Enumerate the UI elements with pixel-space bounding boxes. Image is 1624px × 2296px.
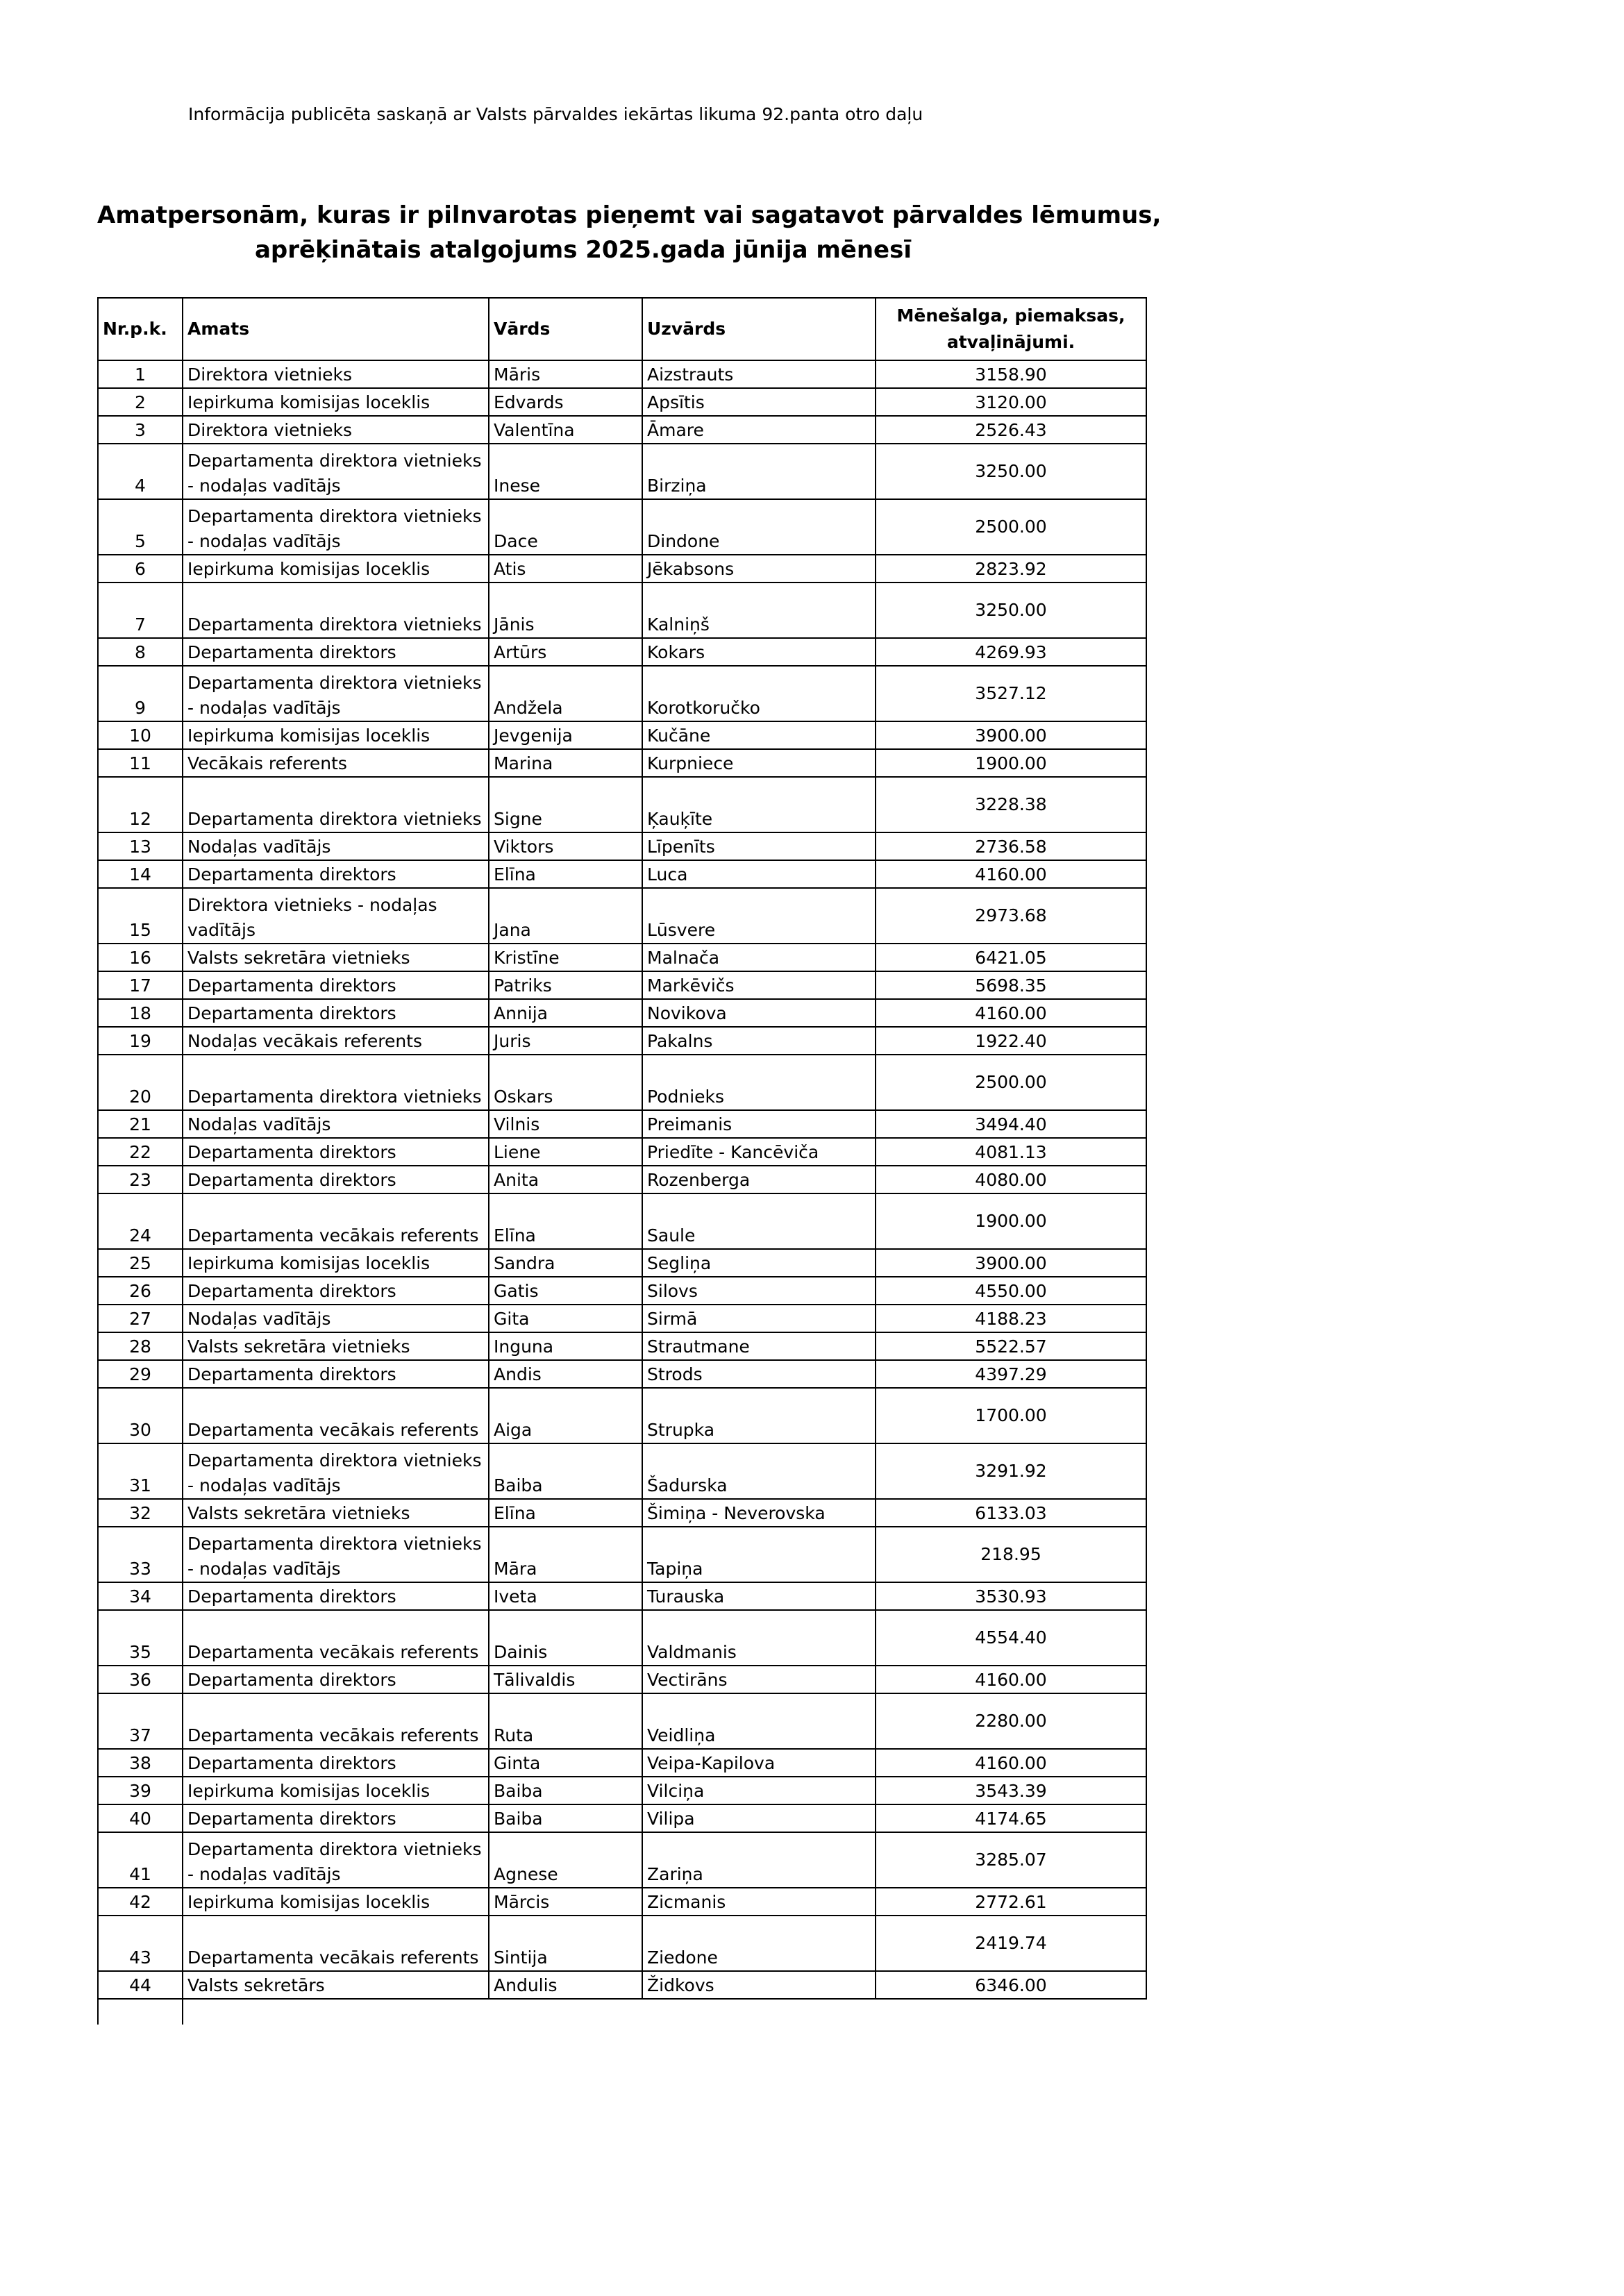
row-number: 14 <box>98 860 183 888</box>
row-name: Baiba <box>489 1804 642 1832</box>
row-name: Ruta <box>489 1693 642 1749</box>
table-row <box>98 1499 1146 1527</box>
row-surname: Šimiņa - Neverovska <box>642 1499 876 1527</box>
row-role: Valsts sekretāra vietnieks <box>183 1332 489 1360</box>
row-name: Tālivaldis <box>489 1666 642 1693</box>
header-note: Informācija publicēta saskaņā ar Valsts pārvaldes iekārtas likuma 92.panta otro daļu <box>188 104 923 124</box>
table-row <box>98 444 1146 499</box>
row-name: Oskars <box>489 1055 642 1110</box>
row-name: Jevgenija <box>489 721 642 749</box>
row-number: 19 <box>98 1027 183 1055</box>
row-surname: Pakalns <box>642 1027 876 1055</box>
document-title-line-1: Amatpersonām, kuras ir pilnvarotas pieņemt vai sagatavot pārvaldes lēmumus, <box>97 201 1162 229</box>
row-role: Departamenta vecākais referents <box>183 1388 489 1443</box>
row-surname: Vilipa <box>642 1804 876 1832</box>
row-role: Departamenta vecākais referents <box>183 1693 489 1749</box>
table-row <box>98 1332 1146 1360</box>
row-amount: 3250.00 <box>876 444 1146 499</box>
row-amount: 3494.40 <box>876 1110 1146 1138</box>
row-surname: Dindone <box>642 499 876 555</box>
row-surname: Zariņa <box>642 1832 876 1888</box>
row-name: Dace <box>489 499 642 555</box>
row-number: 22 <box>98 1138 183 1166</box>
row-role: Departamenta direktora vietnieks - nodaļas vadītājs <box>183 1832 489 1888</box>
table-row <box>98 971 1146 999</box>
row-amount: 4160.00 <box>876 1666 1146 1693</box>
row-role: Departamenta direktors <box>183 1166 489 1193</box>
row-surname: Apsītis <box>642 388 876 416</box>
row-name: Edvards <box>489 388 642 416</box>
row-surname: Rozenberga <box>642 1166 876 1193</box>
row-amount: 6133.03 <box>876 1499 1146 1527</box>
row-surname: Līpenīts <box>642 832 876 860</box>
row-name: Artūrs <box>489 638 642 666</box>
row-name: Māra <box>489 1527 642 1582</box>
row-number: 10 <box>98 721 183 749</box>
row-role: Departamenta direktora vietnieks - nodaļas vadītājs <box>183 1443 489 1499</box>
row-role: Iepirkuma komisijas loceklis <box>183 555 489 583</box>
row-number: 7 <box>98 583 183 638</box>
table-row <box>98 1305 1146 1332</box>
row-surname: Sirmā <box>642 1305 876 1332</box>
row-number: 6 <box>98 555 183 583</box>
row-amount: 2736.58 <box>876 832 1146 860</box>
row-number: 17 <box>98 971 183 999</box>
table-row <box>98 777 1146 832</box>
row-number: 9 <box>98 666 183 721</box>
row-name: Ginta <box>489 1749 642 1777</box>
row-name: Inese <box>489 444 642 499</box>
table-row <box>98 999 1146 1027</box>
row-number: 30 <box>98 1388 183 1443</box>
row-number: 8 <box>98 638 183 666</box>
row-number: 3 <box>98 416 183 444</box>
row-role: Nodaļas vadītājs <box>183 832 489 860</box>
row-number: 34 <box>98 1582 183 1610</box>
table-row <box>98 1166 1146 1193</box>
row-name: Valentīna <box>489 416 642 444</box>
document-title-line-2: aprēķinātais atalgojums 2025.gada jūnija mēnesī <box>254 236 912 264</box>
row-name: Andžela <box>489 666 642 721</box>
row-number: 36 <box>98 1666 183 1693</box>
row-amount: 3543.39 <box>876 1777 1146 1804</box>
table-row <box>98 1804 1146 1832</box>
table-row <box>98 1916 1146 1971</box>
row-amount: 2823.92 <box>876 555 1146 583</box>
row-name: Signe <box>489 777 642 832</box>
row-role: Valsts sekretāra vietnieks <box>183 944 489 971</box>
table-row <box>98 1138 1146 1166</box>
table-row <box>98 1971 1146 1999</box>
row-role: Direktora vietnieks <box>183 416 489 444</box>
row-role: Nodaļas vadītājs <box>183 1110 489 1138</box>
table-row <box>98 1443 1146 1499</box>
row-name: Sandra <box>489 1249 642 1277</box>
row-role: Departamenta direktors <box>183 860 489 888</box>
row-role: Departamenta vecākais referents <box>183 1193 489 1249</box>
row-amount: 1900.00 <box>876 749 1146 777</box>
row-name: Baiba <box>489 1443 642 1499</box>
row-number: 15 <box>98 888 183 944</box>
empty-cell <box>183 1999 489 2025</box>
row-surname: Jēkabsons <box>642 555 876 583</box>
table-row <box>98 1027 1146 1055</box>
row-amount: 4269.93 <box>876 638 1146 666</box>
row-name: Anita <box>489 1166 642 1193</box>
table-row <box>98 360 1146 388</box>
row-surname: Preimanis <box>642 1110 876 1138</box>
empty-row <box>98 1999 1146 2025</box>
row-amount: 3900.00 <box>876 721 1146 749</box>
table-row <box>98 638 1146 666</box>
row-amount: 5522.57 <box>876 1332 1146 1360</box>
empty-cell <box>98 1999 183 2025</box>
row-amount: 4081.13 <box>876 1138 1146 1166</box>
row-name: Juris <box>489 1027 642 1055</box>
row-amount: 218.95 <box>876 1527 1146 1582</box>
row-surname: Saule <box>642 1193 876 1249</box>
row-name: Andis <box>489 1360 642 1388</box>
row-number: 25 <box>98 1249 183 1277</box>
row-name: Patriks <box>489 971 642 999</box>
row-name: Marina <box>489 749 642 777</box>
row-amount: 3158.90 <box>876 360 1146 388</box>
row-surname: Židkovs <box>642 1971 876 1999</box>
row-number: 13 <box>98 832 183 860</box>
row-role: Departamenta direktors <box>183 1582 489 1610</box>
column-header-amount: Mēnešalga, piemaksas, atvaļinājumi. <box>876 298 1146 360</box>
row-surname: Veipa-Kapilova <box>642 1749 876 1777</box>
column-header-name: Vārds <box>489 298 642 360</box>
row-role: Valsts sekretārs <box>183 1971 489 1999</box>
row-amount: 2280.00 <box>876 1693 1146 1749</box>
row-surname: Novikova <box>642 999 876 1027</box>
table-row <box>98 388 1146 416</box>
table-row <box>98 1055 1146 1110</box>
row-number: 29 <box>98 1360 183 1388</box>
table-row <box>98 888 1146 944</box>
row-number: 32 <box>98 1499 183 1527</box>
row-role: Departamenta direktors <box>183 638 489 666</box>
row-role: Departamenta direktora vietnieks - nodaļas vadītājs <box>183 444 489 499</box>
row-name: Elīna <box>489 1193 642 1249</box>
row-amount: 2772.61 <box>876 1888 1146 1916</box>
table-row <box>98 1777 1146 1804</box>
table-row <box>98 499 1146 555</box>
row-amount: 4080.00 <box>876 1166 1146 1193</box>
row-role: Nodaļas vecākais referents <box>183 1027 489 1055</box>
row-number: 41 <box>98 1832 183 1888</box>
table-row <box>98 1749 1146 1777</box>
row-number: 23 <box>98 1166 183 1193</box>
row-role: Departamenta direktora vietnieks - nodaļas vadītājs <box>183 499 489 555</box>
row-surname: Luca <box>642 860 876 888</box>
table-row <box>98 555 1146 583</box>
row-role: Direktora vietnieks <box>183 360 489 388</box>
row-role: Departamenta vecākais referents <box>183 1916 489 1971</box>
row-number: 40 <box>98 1804 183 1832</box>
table-row <box>98 583 1146 638</box>
row-amount: 3527.12 <box>876 666 1146 721</box>
empty-cell <box>489 1999 642 2025</box>
row-amount: 4160.00 <box>876 999 1146 1027</box>
row-amount: 1900.00 <box>876 1193 1146 1249</box>
table-row <box>98 721 1146 749</box>
row-role: Departamenta vecākais referents <box>183 1610 489 1666</box>
row-role: Departamenta direktora vietnieks - nodaļas vadītājs <box>183 666 489 721</box>
row-number: 38 <box>98 1749 183 1777</box>
row-amount: 4174.65 <box>876 1804 1146 1832</box>
table-row <box>98 1832 1146 1888</box>
row-role: Departamenta direktora vietnieks - nodaļas vadītājs <box>183 1527 489 1582</box>
row-number: 4 <box>98 444 183 499</box>
table-row <box>98 1610 1146 1666</box>
row-name: Gatis <box>489 1277 642 1305</box>
row-amount: 3285.07 <box>876 1832 1146 1888</box>
table-row <box>98 832 1146 860</box>
row-amount: 2526.43 <box>876 416 1146 444</box>
row-amount: 6346.00 <box>876 1971 1146 1999</box>
row-amount: 3120.00 <box>876 388 1146 416</box>
salary-table <box>97 297 1147 2025</box>
table-row <box>98 1193 1146 1249</box>
row-surname: Ziedone <box>642 1916 876 1971</box>
row-name: Atis <box>489 555 642 583</box>
row-number: 18 <box>98 999 183 1027</box>
row-amount: 4188.23 <box>876 1305 1146 1332</box>
row-name: Liene <box>489 1138 642 1166</box>
row-surname: Vilciņa <box>642 1777 876 1804</box>
table-row <box>98 1666 1146 1693</box>
row-surname: Veidliņa <box>642 1693 876 1749</box>
row-name: Elīna <box>489 1499 642 1527</box>
row-amount: 2419.74 <box>876 1916 1146 1971</box>
row-amount: 3291.92 <box>876 1443 1146 1499</box>
row-role: Nodaļas vadītājs <box>183 1305 489 1332</box>
row-role: Departamenta direktors <box>183 1804 489 1832</box>
row-amount: 2500.00 <box>876 499 1146 555</box>
row-surname: Tapiņa <box>642 1527 876 1582</box>
row-amount: 1922.40 <box>876 1027 1146 1055</box>
row-name: Sintija <box>489 1916 642 1971</box>
row-role: Direktora vietnieks - nodaļas vadītājs <box>183 888 489 944</box>
row-number: 21 <box>98 1110 183 1138</box>
row-name: Jana <box>489 888 642 944</box>
row-surname: Podnieks <box>642 1055 876 1110</box>
row-name: Mārcis <box>489 1888 642 1916</box>
row-surname: Šadurska <box>642 1443 876 1499</box>
column-header-role: Amats <box>183 298 489 360</box>
table-row <box>98 416 1146 444</box>
row-surname: Birziņa <box>642 444 876 499</box>
row-role: Iepirkuma komisijas loceklis <box>183 1777 489 1804</box>
row-role: Departamenta direktora vietnieks <box>183 777 489 832</box>
table-row <box>98 666 1146 721</box>
row-name: Annija <box>489 999 642 1027</box>
row-number: 39 <box>98 1777 183 1804</box>
row-amount: 3530.93 <box>876 1582 1146 1610</box>
row-number: 11 <box>98 749 183 777</box>
row-name: Andulis <box>489 1971 642 1999</box>
row-name: Aiga <box>489 1388 642 1443</box>
row-amount: 3228.38 <box>876 777 1146 832</box>
empty-cell <box>876 1999 1146 2025</box>
column-header-nr: Nr.p.k. <box>98 298 183 360</box>
table-row <box>98 1277 1146 1305</box>
row-name: Baiba <box>489 1777 642 1804</box>
row-surname: Lūsvere <box>642 888 876 944</box>
row-amount: 2500.00 <box>876 1055 1146 1110</box>
row-surname: Korotkoručko <box>642 666 876 721</box>
row-surname: Zicmanis <box>642 1888 876 1916</box>
row-surname: Vectirāns <box>642 1666 876 1693</box>
row-number: 35 <box>98 1610 183 1666</box>
salary-table-body <box>98 360 1146 2025</box>
row-surname: Kalniņš <box>642 583 876 638</box>
row-number: 44 <box>98 1971 183 1999</box>
row-role: Iepirkuma komisijas loceklis <box>183 721 489 749</box>
row-surname: Āmare <box>642 416 876 444</box>
row-role: Departamenta direktors <box>183 1666 489 1693</box>
row-name: Iveta <box>489 1582 642 1610</box>
table-row <box>98 1888 1146 1916</box>
row-amount: 6421.05 <box>876 944 1146 971</box>
row-surname: Valdmanis <box>642 1610 876 1666</box>
row-surname: Aizstrauts <box>642 360 876 388</box>
row-role: Departamenta direktors <box>183 999 489 1027</box>
table-row <box>98 1388 1146 1443</box>
row-amount: 4397.29 <box>876 1360 1146 1388</box>
row-amount: 4550.00 <box>876 1277 1146 1305</box>
row-number: 27 <box>98 1305 183 1332</box>
row-number: 42 <box>98 1888 183 1916</box>
row-surname: Markēvičs <box>642 971 876 999</box>
empty-cell <box>642 1999 876 2025</box>
table-row <box>98 1527 1146 1582</box>
row-name: Viktors <box>489 832 642 860</box>
row-number: 33 <box>98 1527 183 1582</box>
row-surname: Kokars <box>642 638 876 666</box>
row-surname: Priedīte - Kancēviča <box>642 1138 876 1166</box>
row-amount: 1700.00 <box>876 1388 1146 1443</box>
row-number: 5 <box>98 499 183 555</box>
row-number: 24 <box>98 1193 183 1249</box>
row-number: 26 <box>98 1277 183 1305</box>
table-row <box>98 1693 1146 1749</box>
table-row <box>98 749 1146 777</box>
row-surname: Strupka <box>642 1388 876 1443</box>
row-surname: Ķauķīte <box>642 777 876 832</box>
row-name: Vilnis <box>489 1110 642 1138</box>
row-name: Kristīne <box>489 944 642 971</box>
row-surname: Silovs <box>642 1277 876 1305</box>
row-surname: Malnača <box>642 944 876 971</box>
row-name: Dainis <box>489 1610 642 1666</box>
column-header-surname: Uzvārds <box>642 298 876 360</box>
table-row <box>98 1582 1146 1610</box>
row-role: Departamenta direktors <box>183 1749 489 1777</box>
table-row <box>98 1110 1146 1138</box>
row-surname: Kučāne <box>642 721 876 749</box>
row-number: 12 <box>98 777 183 832</box>
table-header-row <box>98 298 1146 360</box>
row-role: Departamenta direktors <box>183 1277 489 1305</box>
row-name: Māris <box>489 360 642 388</box>
row-name: Agnese <box>489 1832 642 1888</box>
row-number: 16 <box>98 944 183 971</box>
row-amount: 5698.35 <box>876 971 1146 999</box>
row-role: Iepirkuma komisijas loceklis <box>183 388 489 416</box>
row-number: 31 <box>98 1443 183 1499</box>
row-role: Departamenta direktors <box>183 971 489 999</box>
row-number: 43 <box>98 1916 183 1971</box>
row-surname: Segliņa <box>642 1249 876 1277</box>
table-row <box>98 1249 1146 1277</box>
row-number: 1 <box>98 360 183 388</box>
row-name: Jānis <box>489 583 642 638</box>
row-name: Inguna <box>489 1332 642 1360</box>
row-number: 28 <box>98 1332 183 1360</box>
row-amount: 4554.40 <box>876 1610 1146 1666</box>
row-surname: Kurpniece <box>642 749 876 777</box>
row-surname: Turauska <box>642 1582 876 1610</box>
row-name: Elīna <box>489 860 642 888</box>
row-name: Gita <box>489 1305 642 1332</box>
table-row <box>98 860 1146 888</box>
row-role: Departamenta direktors <box>183 1138 489 1166</box>
row-amount: 4160.00 <box>876 860 1146 888</box>
row-number: 20 <box>98 1055 183 1110</box>
row-amount: 2973.68 <box>876 888 1146 944</box>
table-row <box>98 944 1146 971</box>
table-row <box>98 1360 1146 1388</box>
row-surname: Strautmane <box>642 1332 876 1360</box>
row-amount: 4160.00 <box>876 1749 1146 1777</box>
row-surname: Strods <box>642 1360 876 1388</box>
row-role: Departamenta direktors <box>183 1360 489 1388</box>
row-amount: 3900.00 <box>876 1249 1146 1277</box>
row-role: Departamenta direktora vietnieks <box>183 1055 489 1110</box>
row-number: 37 <box>98 1693 183 1749</box>
row-number: 2 <box>98 388 183 416</box>
row-role: Departamenta direktora vietnieks <box>183 583 489 638</box>
row-role: Iepirkuma komisijas loceklis <box>183 1888 489 1916</box>
row-role: Valsts sekretāra vietnieks <box>183 1499 489 1527</box>
row-amount: 3250.00 <box>876 583 1146 638</box>
row-role: Vecākais referents <box>183 749 489 777</box>
row-role: Iepirkuma komisijas loceklis <box>183 1249 489 1277</box>
